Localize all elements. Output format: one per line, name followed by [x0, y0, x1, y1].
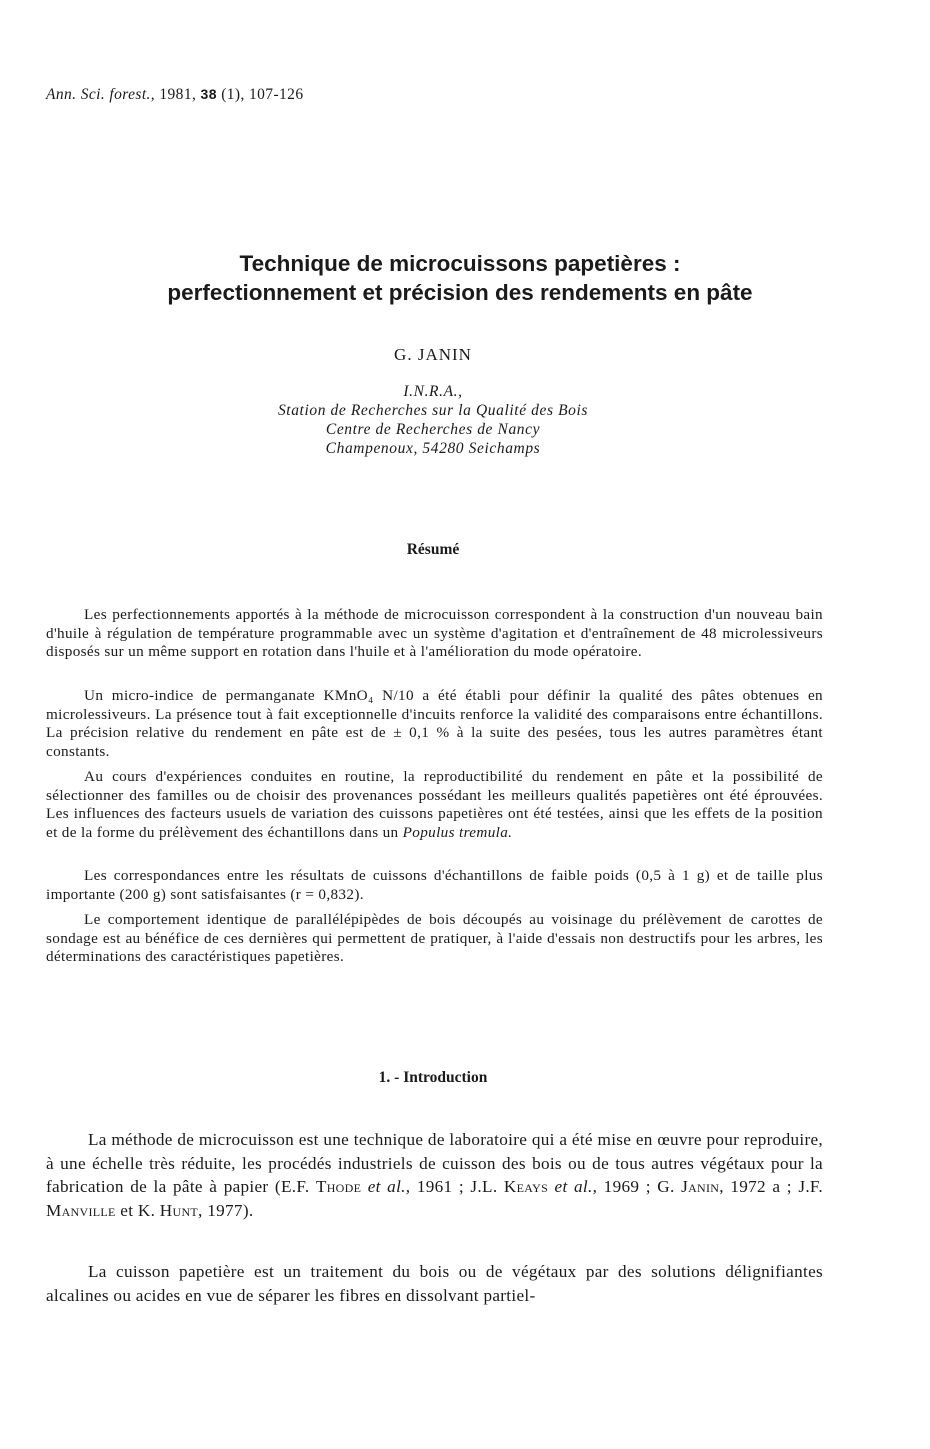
ref-author-thode: Thode [315, 1177, 362, 1196]
author-name: G. JANIN [394, 345, 472, 364]
journal-name: Ann. Sci. forest., [46, 86, 156, 103]
affiliation-line-3: Centre de Recherches de Nancy [325, 421, 541, 438]
introduction-heading: 1. - Introduction [378, 1069, 488, 1086]
abstract-p3-text [46, 768, 823, 842]
abstract-p5-text: Le comportement identique de parallélépipèdes de bois découpés au voisinage du prélèvement de carottes de sondage est au bénéfice de ces dernières qui permettent de pratiquer, à l'aide d'essais non destructifs pour les arbres, les déterminations des caractéristiques papetières. [46, 911, 823, 966]
affiliation-line-1: I.N.R.A., [403, 383, 463, 400]
ref-year-2: 1969 ; G. [597, 1177, 682, 1196]
affiliation-line-2: Station de Recherches sur la Qualité des Bois [277, 402, 589, 419]
ref-author-janin: Janin, [681, 1177, 724, 1196]
ref-etal-2: et al., [554, 1177, 598, 1196]
abstract-paragraph-2 [46, 687, 823, 761]
species-name: Populus tremula. [402, 823, 513, 841]
ref-year-1: 1961 ; J.L. [410, 1177, 504, 1196]
citation-volume: 38 [200, 86, 217, 102]
abstract-paragraph-3 [46, 768, 823, 842]
abstract-paragraph-5 [46, 911, 823, 967]
citation-issue-pages: (1), 107-126 [221, 86, 304, 103]
ref-year-3: 1972 a ; J.F. [723, 1177, 824, 1196]
ref-author-keays: Keays [503, 1177, 549, 1196]
ref-author-hunt: Hunt, [159, 1200, 203, 1220]
journal-citation [46, 86, 303, 104]
paper-title-line-2: perfectionnement et précision des rendements en pâte [167, 280, 753, 305]
resume-heading: Résumé [406, 541, 460, 558]
ref-year-5: 1977). [202, 1200, 254, 1220]
introduction-paragraph-1 [46, 1128, 823, 1222]
paper-title-line-1: Technique de microcuissons papetières : [239, 251, 681, 276]
affiliation-line-4: Champenoux, 54280 Seichamps [325, 440, 541, 457]
ref-author-manville: Manville [46, 1200, 116, 1220]
abstract-paragraph-1 [46, 606, 823, 662]
citation-year: 1981, [159, 86, 197, 103]
ref-and: et K. [115, 1200, 160, 1220]
abstract-p4-text: Les correspondances entre les résultats de cuissons d'échantillons de faible poids (0,5 à 1 g) et de taille plus importante (200 g) sont satisfaisantes (r = 0,832). [46, 867, 823, 903]
intro-p1-text [46, 1128, 823, 1222]
abstract-p1-text: Les perfectionnements apportés à la méthode de microcuisson correspondent à la construction d'un nouveau bain d'huile à régulation de température programmable avec un système d'agitation et d'entraînement de 48 microlessiveurs disposés sur un même support en rotation dans l'huile et à l'amélioration du mode opératoire. [46, 606, 823, 661]
introduction-paragraph-2 [46, 1260, 823, 1307]
intro-p2-text: La cuisson papetière est un traitement du bois ou de végétaux par des solutions délignifiantes alcalines ou acides en vue de séparer les fibres en dissolvant partiel- [46, 1262, 823, 1305]
intro-p1-main: La méthode de microcuisson est une technique de laboratoire qui a été mise en œuvre pour reproduire, à une échelle très réduite, les procédés industriels de cuisson des bois ou de tous autres végétaux pour la fabrication de la pâte à papier (E.F. [46, 1130, 823, 1196]
abstract-p2-text: Un micro-indice de permanganate KMnO₄ N/10 a été établi pour définir la qualité des pâtes obtenues en microlessiveurs. La présence tout à fait exceptionnelle d'incuits renforce la validité des comparaisons entre échantillons. La précision relative du rendement en pâte est de ± 0,1 % à la suite des pesées, tous les autres paramètres étant constants. [46, 687, 823, 760]
abstract-paragraph-4 [46, 867, 823, 904]
ref-etal-1: et al., [367, 1177, 411, 1196]
abstract-p3-main: Au cours d'expériences conduites en routine, la reproductibilité du rendement en pâte et la possibilité de sélectionner des familles ou de choisir des provenances possédant les meilleurs qualités papetières ont été éprouvées. Les influences des facteurs usuels de variation des cuissons papetières ont été testées, ainsi que les effets de la position et de la forme du prélèvement des échantillons dans un [46, 768, 823, 841]
